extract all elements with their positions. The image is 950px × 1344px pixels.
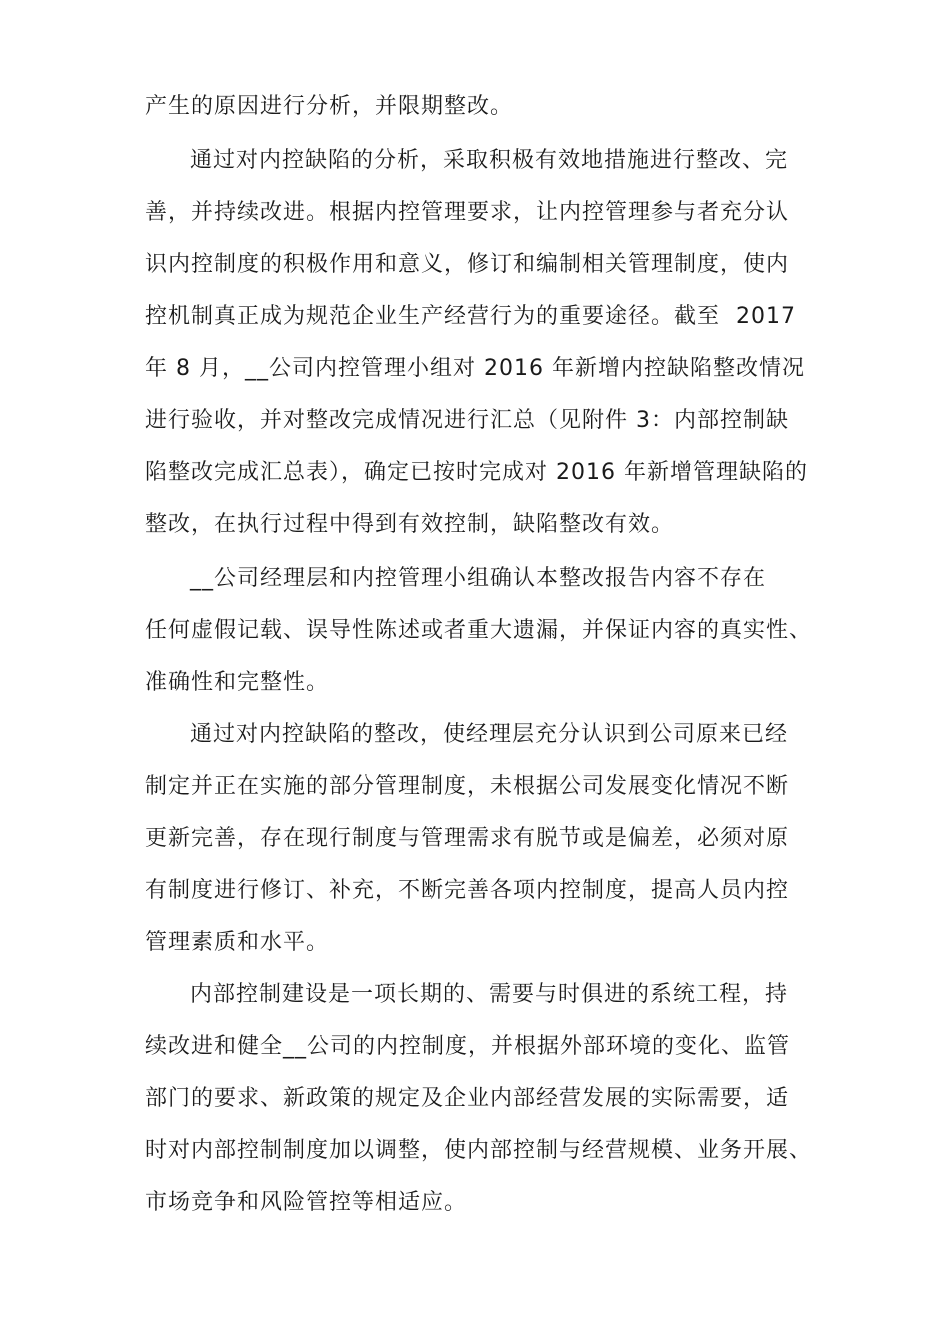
text-line: 时对内部控制制度加以调整，使内部控制与经营规模、业务开展、 (145, 1138, 813, 1163)
paragraph-first-line: 通过对内控缺陷的分析，采取积极有效地措施进行整改、完 (190, 148, 789, 173)
paragraph-first-line: 内部控制建设是一项长期的、需要与时俱进的系统工程，持 (190, 982, 789, 1007)
text-line: 进行验收，并对整改完成情况进行汇总（见附件 3：内部控制缺 (145, 408, 789, 433)
text-line: 部门的要求、新政策的规定及企业内部经营发展的实际需要，适 (145, 1086, 790, 1111)
text-line: 准确性和完整性。 (145, 670, 330, 695)
text-line: 控机制真正成为规范企业生产经营行为的重要途径。截至 2017 (145, 304, 796, 329)
paragraph-first-line: __公司经理层和内控管理小组确认本整改报告内容不存在 (190, 566, 767, 591)
text-line: 识内控制度的积极作用和意义，修订和编制相关管理制度，使内 (145, 252, 790, 277)
text-line: 续改进和健全__公司的内控制度，并根据外部环境的变化、监管 (145, 1034, 791, 1059)
text-line: 制定并正在实施的部分管理制度，未根据公司发展变化情况不断 (145, 774, 790, 799)
text-line: 市场竞争和风险管控等相适应。 (145, 1190, 468, 1215)
text-line: 善，并持续改进。根据内控管理要求，让内控管理参与者充分认 (145, 200, 790, 225)
text-line: 陷整改完成汇总表），确定已按时完成对 2016 年新增管理缺陷的 (145, 460, 808, 485)
text-line: 年 8 月，__公司内控管理小组对 2016 年新增内控缺陷整改情况 (145, 356, 805, 381)
paragraph-first-line: 通过对内控缺陷的整改，使经理层充分认识到公司原来已经 (190, 722, 789, 747)
text-line: 更新完善，存在现行制度与管理需求有脱节或是偏差，必须对原 (145, 826, 790, 851)
text-line: 管理素质和水平。 (145, 930, 330, 955)
text-line: 任何虚假记载、误导性陈述或者重大遗漏，并保证内容的真实性、 (145, 618, 813, 643)
text-line: 有制度进行修订、补充，不断完善各项内控制度，提高人员内控 (145, 878, 790, 903)
text-line: 整改，在执行过程中得到有效控制，缺陷整改有效。 (145, 512, 675, 537)
text-line: 产生的原因进行分析，并限期整改。 (145, 94, 514, 119)
